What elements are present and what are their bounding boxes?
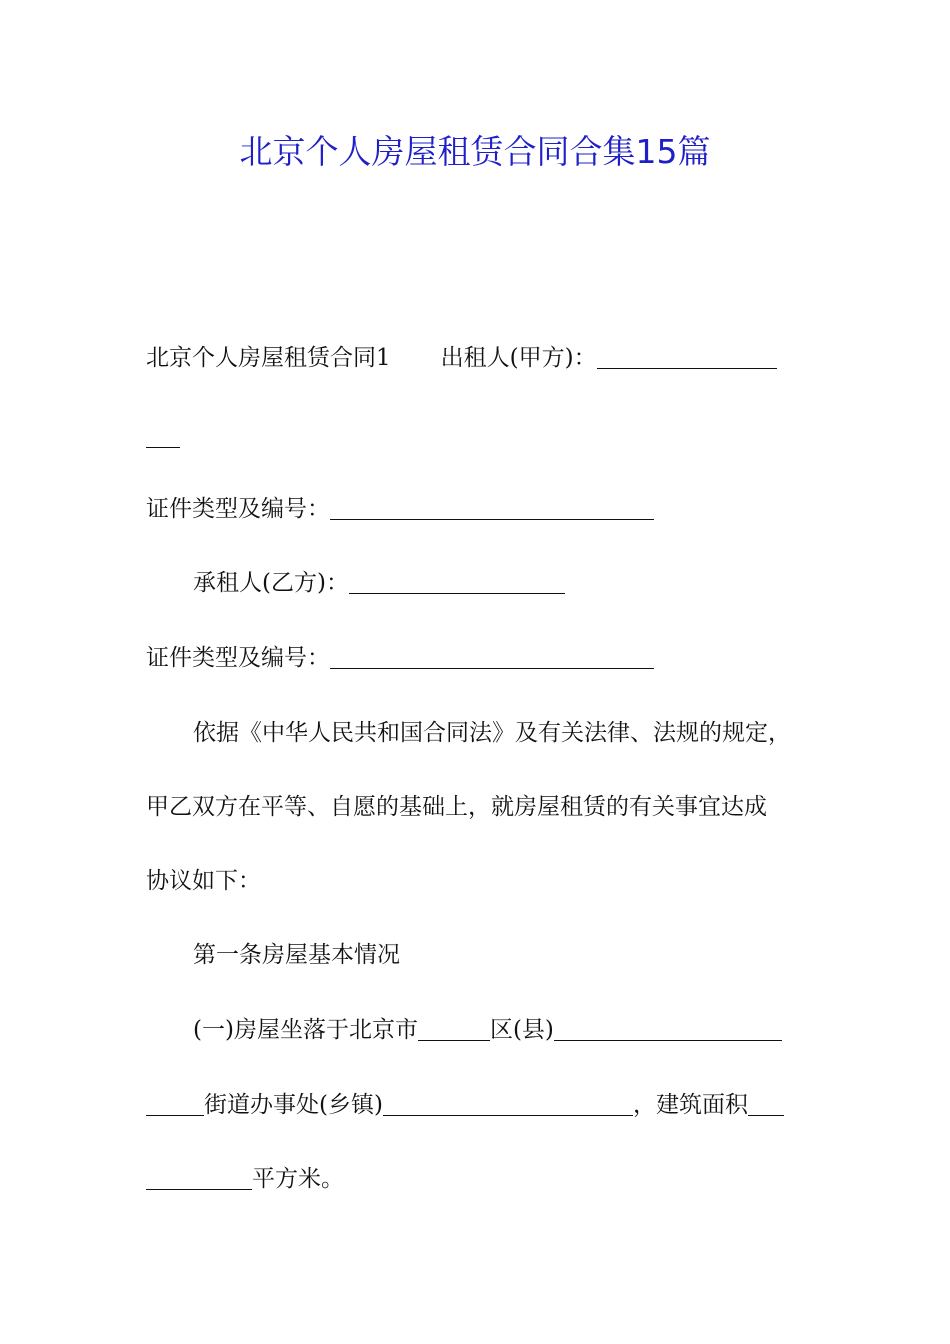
paragraph-line-3	[146, 492, 836, 526]
contract-heading: 北京个人房屋租赁合同1	[146, 345, 391, 371]
basis-text-2: 甲乙双方在平等、自愿的基础上，就房屋租赁的有关事宜达成	[146, 794, 767, 820]
location-label: (一)房屋坐落于北京市	[193, 1017, 418, 1043]
lessee-id-blank	[330, 646, 654, 669]
paragraph-line-12	[146, 1162, 836, 1196]
paragraph-line-8	[146, 864, 836, 898]
paragraph-line-7	[146, 790, 836, 824]
basis-text-3: 协议如下：	[146, 868, 261, 894]
subdistrict-blank	[383, 1093, 633, 1116]
paragraph-line-9	[193, 938, 883, 972]
area-blank-continued	[146, 1167, 252, 1190]
document-title: 北京个人房屋租赁合同合集15篇	[239, 132, 711, 171]
district-label: 区(县)	[489, 1017, 554, 1043]
article-one-heading: 第一条房屋基本情况	[193, 942, 400, 968]
street-blank	[146, 1093, 204, 1116]
district-blank	[418, 1018, 490, 1041]
lessor-blank-continued	[146, 425, 180, 448]
paragraph-line-10	[193, 1013, 883, 1047]
area-unit: 平方米。	[252, 1166, 344, 1192]
lessor-blank	[597, 346, 777, 369]
paragraph-line-1	[146, 341, 836, 375]
paragraph-line-11	[146, 1088, 836, 1122]
basis-text-1: 依据《中华人民共和国合同法》及有关法律、法规的规定，	[193, 720, 791, 746]
lessor-id-blank	[330, 497, 654, 520]
lessee-id-label: 证件类型及编号：	[146, 645, 330, 671]
area-label: ，建筑面积	[632, 1092, 748, 1118]
lessee-label: 承租人(乙方)：	[193, 570, 349, 596]
lessor-id-label: 证件类型及编号：	[146, 496, 330, 522]
address-blank	[554, 1018, 782, 1041]
paragraph-line-4	[193, 566, 883, 600]
lessee-blank	[349, 571, 565, 594]
subdistrict-label: 街道办事处(乡镇)	[204, 1092, 383, 1118]
paragraph-line-6	[193, 716, 883, 750]
paragraph-line-2	[146, 420, 836, 454]
paragraph-line-5	[146, 641, 836, 675]
area-blank	[748, 1093, 784, 1116]
lessor-label: 出租人(甲方)：	[440, 345, 597, 371]
